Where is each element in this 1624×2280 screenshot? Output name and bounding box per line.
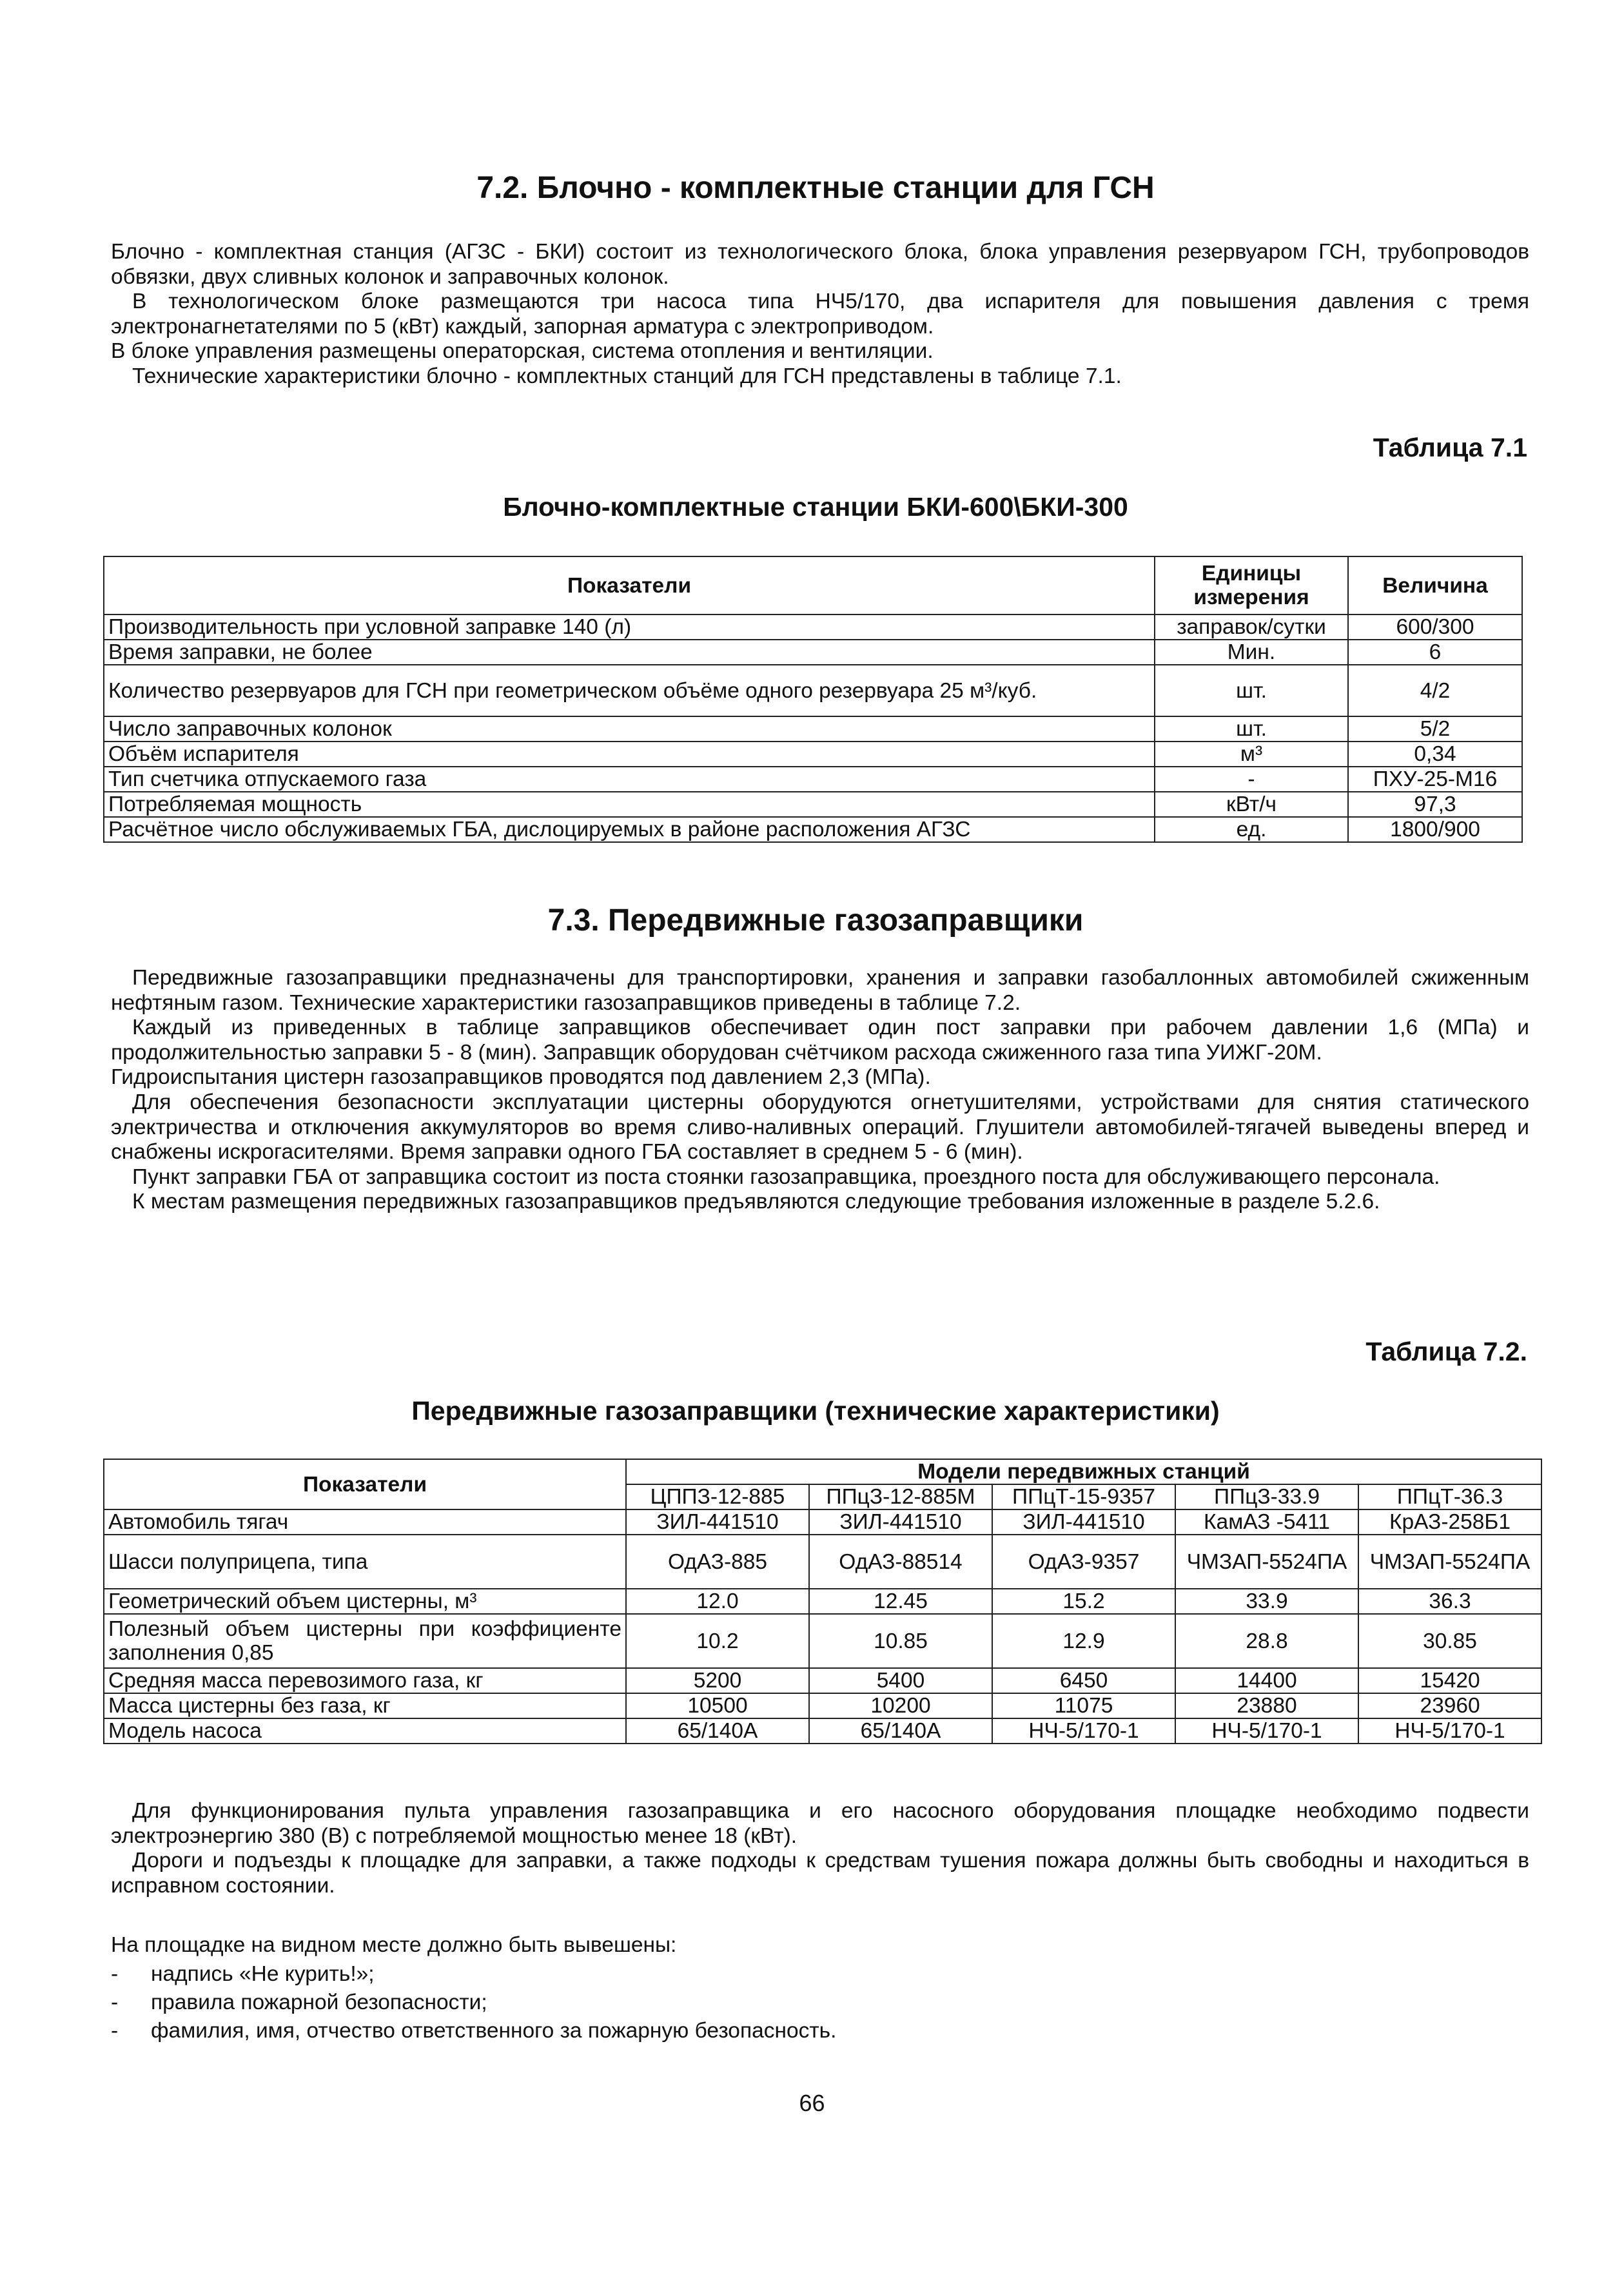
list-intro bbox=[111, 1933, 1529, 1958]
table-row bbox=[104, 1718, 1541, 1744]
table-cell: 14400 bbox=[1175, 1668, 1358, 1693]
paragraph: В блоке управления размещены операторская, система отопления и вентиляции. bbox=[111, 339, 934, 364]
paragraph: К местам размещения передвижных газозаправщиков предъявляются следующие требования изложенные в разделе 5.2.6. bbox=[132, 1190, 1380, 1214]
table-header-row bbox=[104, 1459, 1541, 1484]
model-header: ППцТ-15-9357 bbox=[992, 1484, 1175, 1509]
table-cell: ЧМЗАП-5524ПА bbox=[1358, 1535, 1541, 1589]
table-header-row bbox=[104, 556, 1522, 614]
paragraph: Блочно - комплектная станция (АГЗС - БКИ) состоит из технологического блока, блока управления резервуаром ГСН, трубопроводов обвязки, двух сливных колонок и заправочных колонок. bbox=[111, 240, 1529, 289]
table-cell: Потребляемая мощность bbox=[104, 792, 1155, 817]
table-row bbox=[104, 716, 1522, 742]
table-cell: шт. bbox=[1155, 665, 1348, 716]
table-row bbox=[104, 792, 1522, 817]
table-cell: 30.85 bbox=[1358, 1614, 1541, 1668]
table-cell: - bbox=[1155, 767, 1348, 792]
table-cell: 12.45 bbox=[809, 1589, 992, 1614]
table-cell: м³ bbox=[1155, 742, 1348, 767]
list-item-text: фамилия, имя, отчество ответственного за пожарную безопасность. bbox=[151, 2019, 837, 2043]
paragraph: Передвижные газозаправщики предназначены для транспортировки, хранения и заправки газобаллонных автомобилей сжиженным нефтяным газом. Технические характеристики газозаправщиков приведены в таблице 7.2. bbox=[111, 966, 1529, 1015]
table-cell: ЧМЗАП-5524ПА bbox=[1175, 1535, 1358, 1589]
table-cell: 15420 bbox=[1358, 1668, 1541, 1693]
list-marker: - bbox=[111, 1990, 119, 2014]
table-row bbox=[104, 1509, 1541, 1535]
list-marker: - bbox=[111, 1962, 119, 1986]
row-label: Масса цистерны без газа, кг bbox=[104, 1693, 626, 1718]
paragraph: В технологическом блоке размещаются три насоса типа НЧ5/170, два испарителя для повышения давления с тремя электронагнетателями по 5 (кВт) каждый, запорная арматура с электроприводом. bbox=[111, 290, 1529, 339]
table-7-1-title: Блочно-комплектные станции БКИ-600\БКИ-300 bbox=[503, 492, 1128, 522]
table-cell: 65/140А bbox=[626, 1718, 809, 1744]
table-cell: НЧ-5/170-1 bbox=[1175, 1718, 1358, 1744]
table-cell: Мин. bbox=[1155, 640, 1348, 665]
paragraph: Дороги и подъезды к площадке для заправки, а также подходы к средствам тушения пожара должны быть свободны и находиться в исправном состоянии. bbox=[111, 1849, 1529, 1898]
table-row bbox=[104, 767, 1522, 792]
table-cell: КрАЗ-258Б1 bbox=[1358, 1509, 1541, 1535]
table-cell: 65/140А bbox=[809, 1718, 992, 1744]
table-cell: 10.85 bbox=[809, 1614, 992, 1668]
paragraph: Гидроиспытания цистерн газозаправщиков проводятся под давлением 2,3 (МПа). bbox=[111, 1065, 931, 1090]
table-cell: Объём испарителя bbox=[104, 742, 1155, 767]
table-cell: 23960 bbox=[1358, 1693, 1541, 1718]
table-cell: 10.2 bbox=[626, 1614, 809, 1668]
table-7-2-title: Передвижные газозаправщики (технические характеристики) bbox=[411, 1396, 1220, 1426]
table-cell: 33.9 bbox=[1175, 1589, 1358, 1614]
table-row bbox=[104, 614, 1522, 640]
table-row bbox=[104, 640, 1522, 665]
column-header: Единицы измерения bbox=[1155, 556, 1348, 614]
table-cell: Тип счетчика отпускаемого газа bbox=[104, 767, 1155, 792]
table-cell: ОдАЗ-885 bbox=[626, 1535, 809, 1589]
list-item bbox=[111, 1960, 1529, 1989]
paragraph: Для функционирования пульта управления газозаправщика и его насосного оборудования площадке необходимо подвести электроэнергию 380 (В) с потребляемой мощностью менее 18 (кВт). bbox=[111, 1799, 1529, 1848]
table-cell: 600/300 bbox=[1348, 614, 1522, 640]
table-row bbox=[104, 665, 1522, 716]
section-7-3-body bbox=[111, 966, 1529, 1215]
table-cell: НЧ-5/170-1 bbox=[992, 1718, 1175, 1744]
table-cell: 0,34 bbox=[1348, 742, 1522, 767]
column-header: Показатели bbox=[104, 556, 1155, 614]
table-cell: 12.0 bbox=[626, 1589, 809, 1614]
table-cell: Количество резервуаров для ГСН при геометрическом объёме одного резервуара 25 м³/куб. bbox=[104, 665, 1155, 716]
table-cell: заправок/сутки bbox=[1155, 614, 1348, 640]
list-item bbox=[111, 2017, 1529, 2045]
table-cell: 6450 bbox=[992, 1668, 1175, 1693]
model-header: ППцЗ-33.9 bbox=[1175, 1484, 1358, 1509]
table-cell: ОдАЗ-88514 bbox=[809, 1535, 992, 1589]
list-marker: - bbox=[111, 2019, 119, 2043]
row-label: Автомобиль тягач bbox=[104, 1509, 626, 1535]
table-cell: 4/2 bbox=[1348, 665, 1522, 716]
table-cell: Расчётное число обслуживаемых ГБА, дислоцируемых в районе расположения АГЗС bbox=[104, 817, 1155, 842]
requirements-body bbox=[111, 1799, 1529, 1898]
table-7-1-number: Таблица 7.1 bbox=[1373, 433, 1527, 462]
column-group-header: Модели передвижных станций bbox=[626, 1459, 1541, 1484]
table-cell: 5/2 bbox=[1348, 716, 1522, 742]
signage-list bbox=[111, 1960, 1529, 2045]
table-cell: ОдАЗ-9357 bbox=[992, 1535, 1175, 1589]
section-7-3-heading: 7.3. Передвижные газозаправщики bbox=[547, 903, 1084, 938]
row-label: Модель насоса bbox=[104, 1718, 626, 1744]
paragraph: На площадке на видном месте должно быть вывешены: bbox=[111, 1933, 677, 1957]
table-cell: 28.8 bbox=[1175, 1614, 1358, 1668]
list-item-text: правила пожарной безопасности; bbox=[151, 1990, 487, 2014]
table-cell: 11075 bbox=[992, 1693, 1175, 1718]
row-label: Геометрический объем цистерны, м³ bbox=[104, 1589, 626, 1614]
table-cell: 97,3 bbox=[1348, 792, 1522, 817]
table-cell: ЗИЛ-441510 bbox=[626, 1509, 809, 1535]
table-cell: НЧ-5/170-1 bbox=[1358, 1718, 1541, 1744]
table-row bbox=[104, 742, 1522, 767]
table-cell: 36.3 bbox=[1358, 1589, 1541, 1614]
table-cell: ед. bbox=[1155, 817, 1348, 842]
table-7-2-number: Таблица 7.2. bbox=[1365, 1337, 1527, 1366]
paragraph: Каждый из приведенных в таблице заправщиков обеспечивает один пост заправки при рабочем давлении 1,6 (МПа) и продолжительностью заправки 5 - 8 (мин). Заправщик оборудован счётчиком расхода сжиженного газа типа УИЖГ-20М. bbox=[111, 1016, 1529, 1065]
table-row bbox=[104, 1614, 1541, 1668]
table-cell: Производительность при условной заправке 140 (л) bbox=[104, 614, 1155, 640]
table-row bbox=[104, 1535, 1541, 1589]
table-row bbox=[104, 1589, 1541, 1614]
table-cell: 12.9 bbox=[992, 1614, 1175, 1668]
table-cell: ЗИЛ-441510 bbox=[809, 1509, 992, 1535]
model-header: ППцЗ-12-885М bbox=[809, 1484, 992, 1509]
paragraph: Пункт заправки ГБА от заправщика состоит из поста стоянки газозаправщика, проездного поста для обслуживающего персонала. bbox=[132, 1165, 1440, 1189]
table-cell: ЗИЛ-441510 bbox=[992, 1509, 1175, 1535]
table-cell: 5200 bbox=[626, 1668, 809, 1693]
row-label: Шасси полуприцепа, типа bbox=[104, 1535, 626, 1589]
table-cell: шт. bbox=[1155, 716, 1348, 742]
list-item-text: надпись «Не курить!»; bbox=[151, 1962, 375, 1986]
paragraph: Технические характеристики блочно - комплектных станций для ГСН представлены в таблице 7.1. bbox=[132, 364, 1122, 388]
row-label: Полезный объем цистерны при коэффициенте заполнения 0,85 bbox=[104, 1614, 626, 1668]
table-cell: 1800/900 bbox=[1348, 817, 1522, 842]
table-cell: Время заправки, не более bbox=[104, 640, 1155, 665]
section-7-2-heading: 7.2. Блочно - комплектные станции для ГСН bbox=[476, 171, 1155, 205]
table-cell: 6 bbox=[1348, 640, 1522, 665]
table-cell: 10200 bbox=[809, 1693, 992, 1718]
paragraph: Для обеспечения безопасности эксплуатации цистерны оборудуются огнетушителями, устройствами для снятия статического электричества и отключения аккумуляторов во время сливо-наливных операций. Глушители автомобилей-тягачей выведены вперед и снабжены искрогасителями. Время заправки одного ГБА составляет в среднем 5 - 6 (мин). bbox=[111, 1090, 1529, 1165]
table-cell: 10500 bbox=[626, 1693, 809, 1718]
column-header: Показатели bbox=[104, 1459, 626, 1509]
list-item bbox=[111, 1989, 1529, 2017]
table-row bbox=[104, 817, 1522, 842]
row-label: Средняя масса перевозимого газа, кг bbox=[104, 1668, 626, 1693]
table-cell: 15.2 bbox=[992, 1589, 1175, 1614]
model-header: ЦППЗ-12-885 bbox=[626, 1484, 809, 1509]
column-header: Величина bbox=[1348, 556, 1522, 614]
table-cell: 23880 bbox=[1175, 1693, 1358, 1718]
table-row bbox=[104, 1693, 1541, 1718]
table-cell: 5400 bbox=[809, 1668, 992, 1693]
table-cell: Число заправочных колонок bbox=[104, 716, 1155, 742]
section-7-2-body bbox=[111, 240, 1529, 389]
table-7-2 bbox=[103, 1459, 1542, 1744]
page-number: 66 bbox=[799, 2090, 825, 2116]
table-cell: ПХУ-25-М16 bbox=[1348, 767, 1522, 792]
table-7-1 bbox=[103, 556, 1523, 843]
table-cell: кВт/ч bbox=[1155, 792, 1348, 817]
table-cell: КамАЗ -5411 bbox=[1175, 1509, 1358, 1535]
model-header: ППцТ-36.3 bbox=[1358, 1484, 1541, 1509]
table-row bbox=[104, 1668, 1541, 1693]
